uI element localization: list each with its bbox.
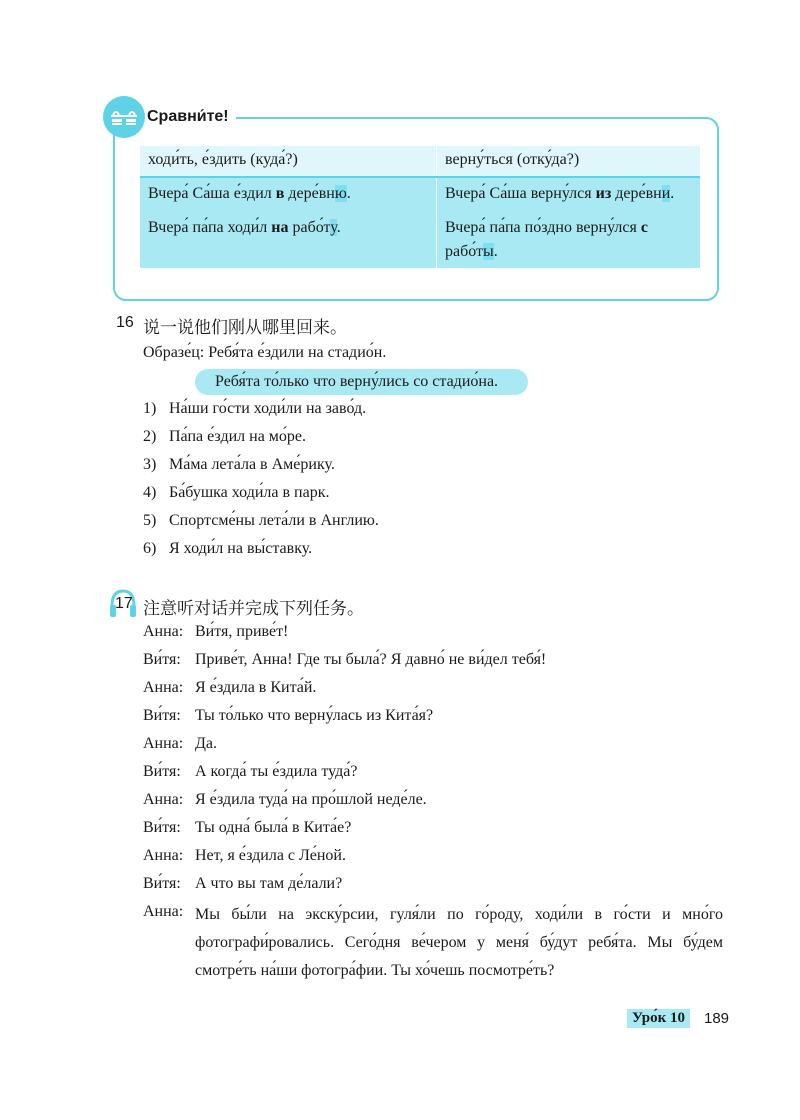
list-item: [143, 426, 306, 448]
example-label: Образе́ц:: [143, 344, 205, 361]
item-number: 4): [143, 484, 157, 501]
speaker: Анна:: [143, 903, 184, 920]
lesson-label: Уро́к 10: [627, 1009, 690, 1028]
line-text: Нет, я е́здила с Ле́ной.: [195, 847, 346, 864]
cell-bold: с: [640, 219, 648, 236]
compare-scale-icon: [103, 96, 145, 138]
dialogue-line: [143, 649, 546, 671]
line-text: Приве́т, Анна! Где ты была́? Я давно́ не ви́дел тебя́!: [195, 651, 547, 668]
cell-text: рабо́т: [445, 243, 484, 260]
cell-bold: на: [271, 219, 289, 236]
item-number: 3): [143, 456, 157, 473]
compare-header-left: ходи́ть, е́здить (куда́?): [140, 146, 437, 177]
speaker: Ви́тя:: [143, 819, 181, 836]
line-text: Я е́здила в Кита́й.: [195, 679, 317, 696]
compare-title-text: Сравни́те!: [147, 108, 229, 125]
dialogue-line: [143, 677, 316, 699]
dialogue-line: [143, 761, 358, 783]
speaker: Анна:: [143, 623, 184, 640]
compare-cell-left: [140, 208, 437, 268]
compare-row: [140, 177, 700, 208]
cell-text: Вчера́ па́па по́здно верну́лся: [445, 219, 641, 236]
item-number: 1): [143, 400, 157, 417]
compare-cell-right: [437, 177, 701, 208]
exercise-number: 17: [115, 595, 133, 612]
example-text: Ребя́та е́здили на стадио́н.: [208, 344, 387, 361]
ending-highlight: ы: [483, 243, 494, 260]
item-text: Па́па е́здил на мо́ре.: [169, 428, 307, 445]
item-number: 5): [143, 512, 157, 529]
dialogue-line: [143, 845, 346, 867]
speaker: Анна:: [143, 679, 184, 696]
line-text: А когда́ ты е́здила туда́?: [195, 763, 358, 780]
page-number: 189: [704, 1010, 730, 1027]
example-line: [143, 342, 386, 364]
compare-table: [140, 146, 700, 268]
compare-title: [143, 104, 236, 130]
item-number: 6): [143, 540, 157, 557]
exercise-title: 注意听对话并完成下列任务。: [143, 599, 364, 618]
ending-highlight: и: [661, 185, 671, 202]
speaker: Анна:: [143, 791, 184, 808]
example-answer: Ребя́та то́лько что верну́лись со стадио́на.: [215, 373, 499, 390]
speaker: Ви́тя:: [143, 651, 181, 668]
dialogue-line: [143, 621, 288, 643]
speaker: Ви́тя:: [143, 707, 181, 724]
speaker: Анна:: [143, 847, 184, 864]
cell-text: Вчера́ па́па ходи́л: [148, 219, 272, 236]
cell-text: дере́вн: [611, 185, 662, 202]
compare-header-right: верну́ться (отку́да?): [437, 146, 701, 177]
list-item: [143, 454, 335, 476]
item-text: На́ши го́сти ходи́ли на заво́д.: [169, 400, 367, 417]
line-text: Да.: [195, 735, 218, 752]
compare-row: [140, 208, 700, 268]
line-text: А что вы там де́лали?: [195, 875, 343, 892]
cell-text: дере́вн: [284, 185, 335, 202]
cell-bold: в: [275, 185, 285, 202]
line-text: Я е́здила туда́ на про́шлой неде́ле.: [195, 791, 427, 808]
exercise-title: 说一说他们刚从哪里回来。: [143, 318, 347, 337]
exercise-number: 16: [116, 314, 134, 331]
cell-text: .: [346, 185, 351, 202]
speaker: Ви́тя:: [143, 763, 181, 780]
ending-highlight: ю: [334, 185, 347, 202]
item-text: Я ходи́л на вы́ставку.: [169, 540, 313, 557]
compare-cell-right: [437, 208, 701, 268]
ending-highlight: у: [330, 219, 337, 236]
item-number: 2): [143, 428, 157, 445]
line-text: Мы бы́ли на экску́рсии, гуля́ли по го́роду, ходи́ли в го́сти и мно́го фотографи́ровались. Сего́дня ве́чером у меня́ бу́дут ребя́та. Мы бу́дем смотре́ть на́ши фотогра́фии. Ты хо́чешь посмотре́ть?: [195, 906, 723, 979]
list-item: [143, 538, 312, 560]
dialogue-line: [143, 789, 427, 811]
cell-text: .: [670, 185, 675, 202]
item-text: Ма́ма лета́ла в Аме́рику.: [169, 456, 335, 473]
dialogue-line: [143, 733, 217, 755]
compare-header-row: [140, 146, 700, 177]
line-text: Ви́тя, приве́т!: [195, 623, 289, 640]
line-text: Ты то́лько что верну́лась из Кита́я?: [195, 707, 434, 724]
dialogue-line: [143, 901, 723, 985]
compare-cell-left: [140, 177, 437, 208]
cell-text: рабо́т: [288, 219, 331, 236]
list-item: [143, 482, 329, 504]
list-item: [143, 398, 366, 420]
cell-text: .: [336, 219, 341, 236]
list-item: [143, 510, 379, 532]
dialogue-line: [143, 705, 433, 727]
item-text: Ба́бушка ходи́ла в парк.: [169, 484, 330, 501]
cell-bold: из: [595, 185, 612, 202]
dialogue-line: [143, 873, 342, 895]
item-text: Спортсме́ны лета́ли в Англию.: [169, 512, 379, 529]
speaker: Ви́тя:: [143, 875, 181, 892]
cell-text: Вчера́ Са́ша е́здил: [148, 185, 276, 202]
dialogue-line: [143, 817, 351, 839]
line-text: Ты одна́ была́ в Кита́е?: [195, 819, 352, 836]
speaker: Анна:: [143, 735, 184, 752]
cell-text: Вчера́ Са́ша верну́лся: [445, 185, 596, 202]
cell-text: .: [493, 243, 498, 260]
